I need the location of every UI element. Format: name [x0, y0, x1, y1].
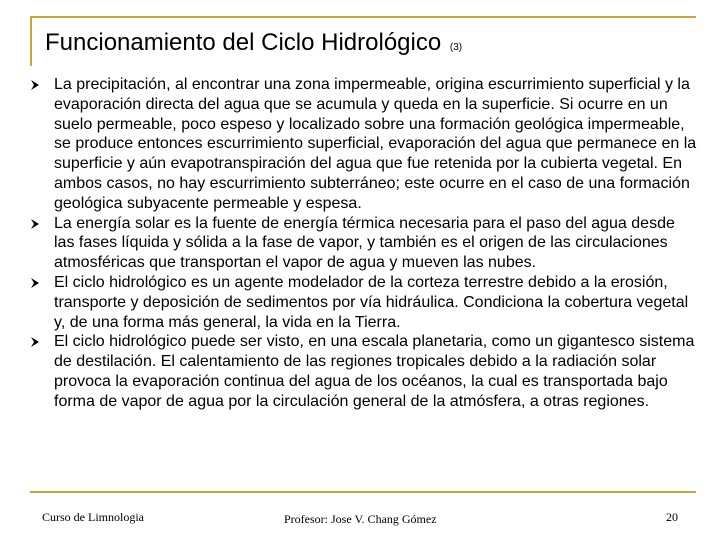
bullet-text: El ciclo hidrológico puede ser visto, en una escala planetaria, como un gigantesco sistema de destilación. El calentamiento de las regiones tropicales debido a la radiación solar provoca la evaporación continua del agua de los océanos, la cual es transportada bajo forma de vapor de agua por la circulación general de la atmósfera, a otras regiones. — [54, 333, 695, 410]
bullet-item — [30, 273, 698, 332]
footer-professor: Profesor: Jose V. Chang Gómez — [284, 512, 437, 526]
bullet-item — [30, 332, 698, 411]
bullet-text: El ciclo hidrológico es un agente modelador de la corteza terrestre debido a la erosión, transporte y deposición de sedimentos por vía hidráulica. Condiciona la cobertura vegetal y, de una forma más general, la vida en la Tierra. — [54, 273, 689, 331]
arrow-bullet-icon — [30, 337, 40, 347]
frame-left-line — [30, 16, 32, 66]
frame-bottom-line — [30, 491, 696, 493]
footer-course: Curso de Limnologia — [42, 510, 144, 524]
bullet-text: La precipitación, al encontrar una zona impermeable, origina escurrimiento superficial y la evaporación directa del agua que se acumula y queda en la superficie. Si ocurre en un suelo permeable, poco espeso y localizado sobre una formación geológica impermeable, se produce entonces escurrimiento superficial, evaporación del agua que permanece en la superficie y aún evapotranspiración del agua que fue retenida por la cubierta vegetal. En ambos casos, no hay escurrimiento subterráneo; este ocurre en el caso de una formación geológica subyacente permeable y espesa. — [54, 76, 697, 212]
footer-page-number: 20 — [666, 510, 678, 524]
arrow-bullet-icon — [30, 80, 40, 90]
arrow-bullet-icon — [30, 278, 40, 288]
frame-top-line — [30, 16, 696, 18]
bullet-item — [30, 75, 698, 214]
slide-title-text: Funcionamiento del Ciclo Hidrológico — [45, 29, 442, 56]
slide-title-note: (3) — [449, 42, 463, 53]
bullet-text: La energía solar es la fuente de energía térmica necesaria para el paso del agua desde las fases líquida y sólida a la fase de vapor, y también es el origen de las circulaciones atmosféricas que transportan el vapor de agua y mueven las nubes. — [54, 214, 675, 272]
bullet-list — [30, 75, 698, 412]
arrow-bullet-icon — [30, 219, 40, 229]
bullet-item — [30, 214, 698, 273]
slide-title — [45, 28, 462, 63]
